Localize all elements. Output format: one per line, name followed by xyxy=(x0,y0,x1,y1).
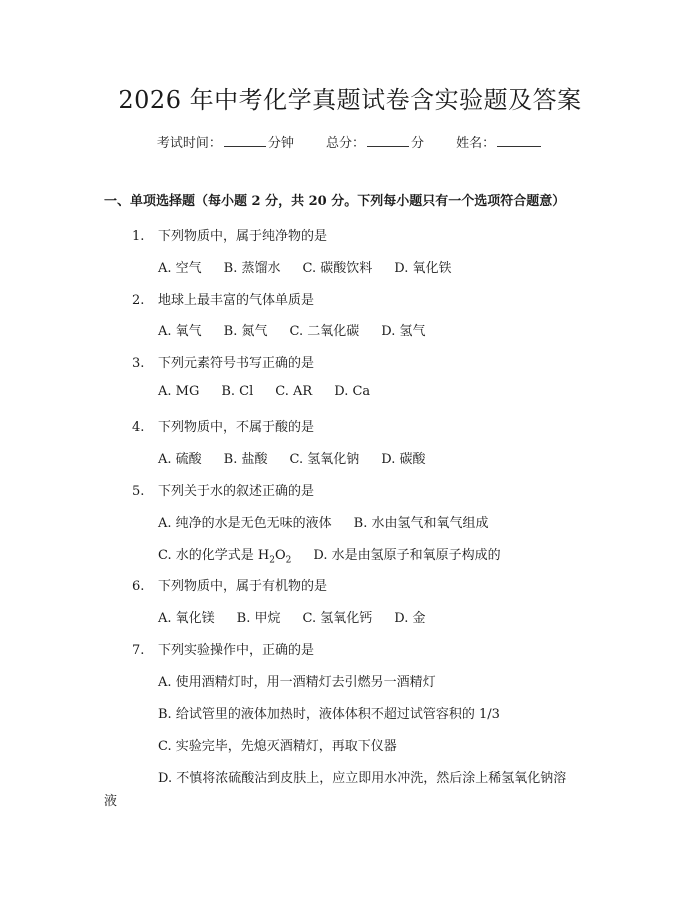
section-title: 一、单项选择题（每小题 2 分，共 20 分。下列每小题只有一个选项符合题意） xyxy=(104,194,566,209)
question-text: 地球上最丰富的气体单质是 xyxy=(158,293,315,308)
option-b: B. 盐酸 xyxy=(223,452,268,467)
option-c: C. 二氧化碳 xyxy=(289,324,360,339)
question-4 xyxy=(132,416,314,435)
question-number: 1. xyxy=(132,229,145,244)
question-5 xyxy=(132,480,314,499)
options-4 xyxy=(158,448,447,467)
time-label: 考试时间： xyxy=(156,136,222,151)
option-a: A. 氧气 xyxy=(158,324,202,339)
name-blank xyxy=(497,134,541,147)
option-c: C. 氢氧化钙 xyxy=(302,611,373,626)
options-5-row1 xyxy=(158,512,510,531)
option-d: D. 氢气 xyxy=(381,324,426,339)
time-blank xyxy=(224,134,266,147)
question-7 xyxy=(132,639,314,658)
option-d: D. 氧化铁 xyxy=(394,261,452,276)
option-a: A. 空气 xyxy=(158,261,202,276)
score-blank xyxy=(367,134,409,147)
exam-meta xyxy=(0,132,700,151)
exam-score xyxy=(326,136,428,151)
options-2 xyxy=(158,320,447,339)
question-text: 下列物质中，属于有机物的是 xyxy=(158,579,328,594)
options-5-row2 xyxy=(158,544,523,566)
page-title: 2026 年中考化学真题试卷含实验题及答案 xyxy=(118,86,582,114)
options-3 xyxy=(158,384,392,399)
option-b: B. 甲烷 xyxy=(236,611,281,626)
question-number: 4. xyxy=(132,420,145,435)
option-a: A. 氧化镁 xyxy=(158,611,215,626)
option-c: C. 实验完毕，先熄灭酒精灯，再取下仪器 xyxy=(158,739,397,754)
option-d-continuation: 液 xyxy=(104,794,118,809)
option-d: D. Ca xyxy=(334,384,371,399)
option-a: A. 使用酒精灯时，用一酒精灯去引燃另一酒精灯 xyxy=(158,675,436,690)
options-6 xyxy=(158,607,447,626)
question-text: 下列元素符号书写正确的是 xyxy=(158,356,315,371)
question-number: 2. xyxy=(132,293,145,308)
option-b: B. 给试管里的液体加热时，液体体积不超过试管容积的 1/3 xyxy=(158,707,500,722)
option-c: C. 氢氧化钠 xyxy=(289,452,360,467)
question-number: 3. xyxy=(132,356,145,371)
option-d: D. 碳酸 xyxy=(381,452,426,467)
option-d: D. 金 xyxy=(394,611,426,626)
option-b: B. 蒸馏水 xyxy=(223,261,281,276)
question-text: 下列实验操作中，正确的是 xyxy=(158,643,315,658)
option-c: C. 水的化学式是 $H_2O_2$ xyxy=(158,548,292,566)
question-text: 下列物质中，属于纯净物的是 xyxy=(158,229,328,244)
question-number: 6. xyxy=(132,579,145,594)
option-b: B. 水由氢气和氧气组成 xyxy=(353,516,489,531)
option-c: C. AR xyxy=(275,384,313,399)
exam-name xyxy=(456,136,543,151)
option-d: D. 不慎将浓硫酸沾到皮肤上，应立即用水冲洗，然后涂上稀氢氧化钠溶 xyxy=(158,771,567,786)
question-3 xyxy=(132,352,314,371)
question-text: 下列关于水的叙述正确的是 xyxy=(158,484,315,499)
option-a: A. MG xyxy=(158,384,200,399)
option-d: D. 水是由氢原子和氧原子构成的 xyxy=(313,548,501,563)
question-1 xyxy=(132,225,327,244)
exam-time xyxy=(157,136,298,151)
option-c: C. 碳酸饮料 xyxy=(302,261,373,276)
option-b: B. Cl xyxy=(221,384,254,399)
name-label: 姓名： xyxy=(456,136,496,151)
option-a: A. 硫酸 xyxy=(158,452,202,467)
options-1 xyxy=(158,257,473,276)
option-b: B. 氮气 xyxy=(223,324,268,339)
score-label: 总分： xyxy=(325,136,365,151)
question-number: 7. xyxy=(132,643,145,658)
question-number: 5. xyxy=(132,484,145,499)
time-unit: 分钟 xyxy=(267,136,294,151)
question-2 xyxy=(132,289,314,308)
score-unit: 分 xyxy=(411,136,425,151)
question-6 xyxy=(132,575,327,594)
option-a: A. 纯净的水是无色无味的液体 xyxy=(158,516,332,531)
question-text: 下列物质中，不属于酸的是 xyxy=(158,420,315,435)
